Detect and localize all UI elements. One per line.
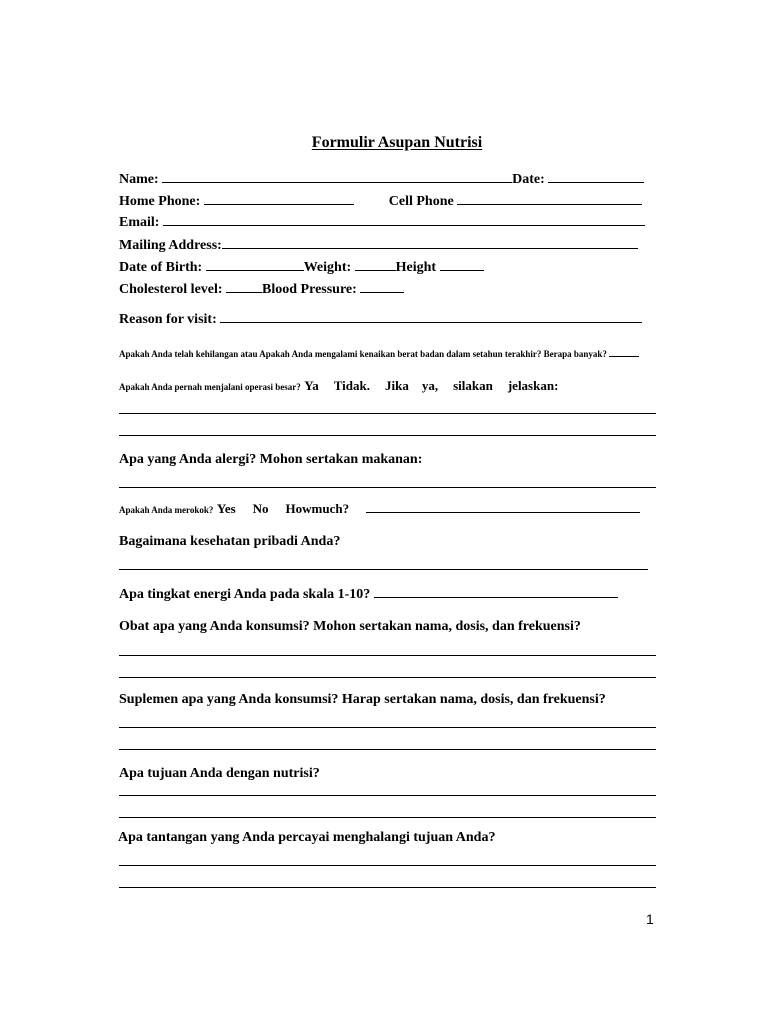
surgery-answer-line-2[interactable] [119, 435, 656, 436]
height-label: Height [395, 260, 437, 275]
goals-answer-line-2[interactable] [119, 817, 656, 818]
surgery-explain-4: jelaskan: [507, 378, 559, 393]
supplements-answer-line-1[interactable] [119, 727, 656, 728]
medication-question: Obat apa yang Anda konsumsi? Mohon sertakan nama, dosis, dan frekuensi? [119, 619, 581, 634]
surgery-explain-3: silakan [453, 378, 493, 393]
blood-pressure-field[interactable] [360, 280, 404, 293]
mailing-address-field[interactable] [222, 236, 638, 249]
smoke-howmuch-field[interactable] [366, 500, 640, 513]
dob-label: Date of Birth: [119, 260, 203, 275]
mailing-address-label: Mailing Address: [119, 238, 222, 253]
blood-pressure-label: Blood Pressure: [262, 282, 357, 297]
email-row [119, 213, 645, 232]
dob-field[interactable] [206, 258, 304, 271]
surgery-explain-1: Jika [385, 378, 409, 393]
name-date-row [119, 170, 644, 189]
dob-weight-height-row [119, 258, 484, 277]
email-field[interactable] [163, 213, 645, 226]
energy-question [119, 585, 618, 604]
date-field[interactable] [548, 170, 644, 183]
surgery-yes-option[interactable]: Ya [304, 378, 319, 393]
energy-field[interactable] [374, 585, 618, 598]
email-label: Email: [119, 215, 160, 230]
supplements-answer-line-2[interactable] [119, 749, 656, 750]
health-answer-line[interactable] [119, 569, 648, 570]
reason-row [119, 310, 642, 329]
goals-question: Apa tujuan Anda dengan nutrisi? [119, 766, 320, 781]
smoke-question [119, 500, 640, 519]
surgery-explain-2: ya, [421, 378, 439, 393]
weight-change-field[interactable] [609, 349, 639, 357]
reason-label: Reason for visit: [119, 312, 217, 327]
surgery-answer-line-1[interactable] [119, 413, 656, 414]
health-question: Bagaimana kesehatan pribadi Anda? [119, 534, 341, 549]
allergy-question: Apa yang Anda alergi? Mohon sertakan makanan: [119, 452, 423, 467]
date-label: Date: [512, 172, 545, 187]
home-phone-label: Home Phone: [119, 194, 201, 209]
weight-field[interactable] [355, 258, 396, 271]
supplements-question: Suplemen apa yang Anda konsumsi? Harap sertakan nama, dosis, dan frekuensi? [119, 692, 606, 707]
cell-phone-field[interactable] [457, 192, 642, 205]
surgery-question [119, 377, 558, 396]
goals-answer-line-1[interactable] [119, 795, 656, 796]
height-field[interactable] [440, 258, 484, 271]
medication-answer-line-1[interactable] [119, 655, 656, 656]
form-title: Formulir Asupan Nutrisi [311, 134, 483, 151]
challenges-answer-line-1[interactable] [119, 865, 656, 866]
home-phone-field[interactable] [204, 192, 354, 205]
weight-label: Weight: [303, 260, 352, 275]
surgery-no-option[interactable]: Tidak. [333, 378, 370, 393]
reason-field[interactable] [220, 310, 642, 323]
smoke-no-option[interactable]: No [252, 501, 269, 516]
cholesterol-label: Cholesterol level: [119, 282, 223, 297]
mailing-address-row [119, 236, 638, 255]
smoke-prefix: Apakah Anda merokok? [119, 505, 214, 515]
page-number: 1 [646, 911, 654, 927]
challenges-question: Apa tantangan yang Anda percayai menghalangi tujuan Anda? [118, 830, 496, 845]
challenges-answer-line-2[interactable] [119, 887, 656, 888]
phone-row [119, 192, 642, 211]
name-field[interactable] [162, 170, 512, 183]
weight-change-text: Apakah Anda telah kehilangan atau Apakah Anda mengalami kenaikan berat badan dalam setahun terakhir? Berapa banyak? [119, 349, 607, 359]
surgery-prefix: Apakah Anda pernah menjalani operasi besar? [119, 382, 301, 392]
name-label: Name: [119, 172, 159, 187]
smoke-howmuch-label: Howmuch? [285, 501, 350, 516]
smoke-yes-option[interactable]: Yes [216, 501, 236, 516]
energy-text: Apa tingkat energi Anda pada skala 1-10? [119, 587, 371, 602]
weight-change-question [119, 345, 639, 363]
cell-phone-label: Cell Phone [388, 194, 454, 209]
cholesterol-bp-row [119, 280, 404, 299]
medication-answer-line-2[interactable] [119, 677, 656, 678]
allergy-answer-line[interactable] [119, 487, 656, 488]
cholesterol-field[interactable] [226, 280, 262, 293]
